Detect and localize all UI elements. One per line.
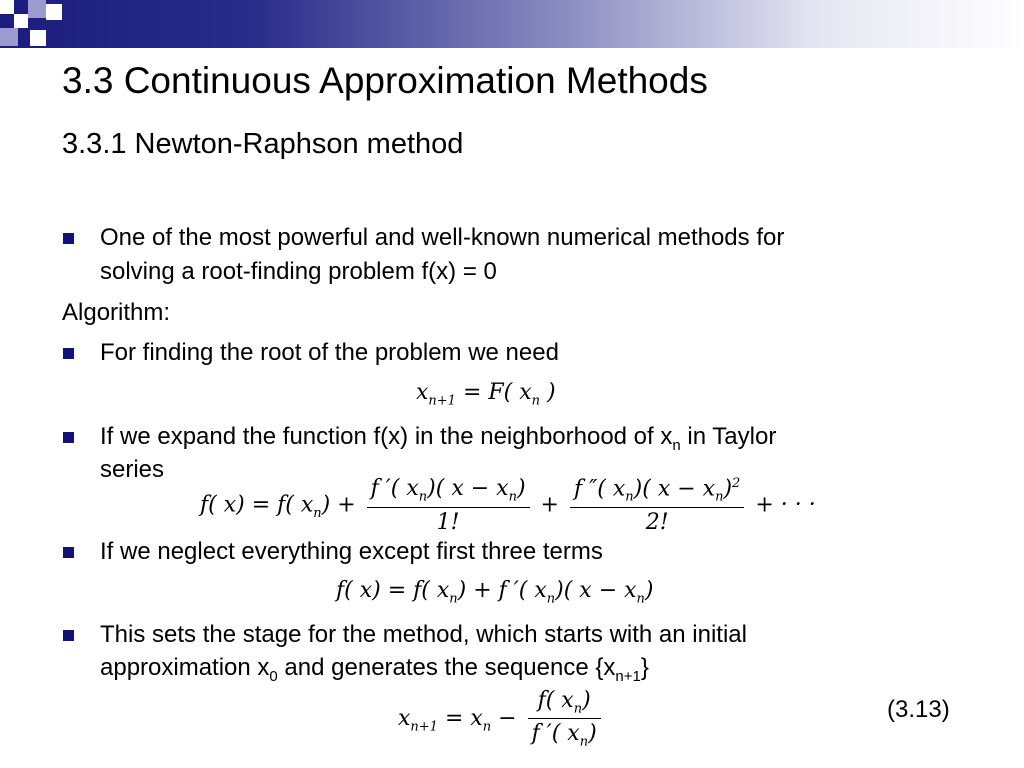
formula-taylor-series: f( x) = f( $x_n$) + $\frac{f '( x_n)( x - x_n)}{1!}$ + $\frac{f ''( x_n)( x - x_n)^2}{2!}$ + · · · xyxy=(200,476,816,535)
slide-title: 3.3 Continuous Approximation Methods xyxy=(62,60,708,101)
slide-subtitle: 3.3.1 Newton-Raphson method xyxy=(62,128,464,160)
bullet-marker xyxy=(63,348,74,359)
bullet-marker xyxy=(63,432,74,443)
bullet-text: solving a root-finding problem f(x) = 0 xyxy=(100,258,497,285)
bullet-text: approximation $x_0$ and generates the sequence $\{x_{n+1}\}$ xyxy=(100,654,649,685)
bullet-text: If we neglect everything except first three terms xyxy=(100,538,603,565)
bullet-text: For finding the root of the problem we need xyxy=(100,339,559,366)
bullet-text: One of the most powerful and well-known numerical methods for xyxy=(100,224,785,251)
formula-newton-raphson: $x_{n+1} = x_n$ − $\frac{f( x_n)}{f '( x_n)}$ xyxy=(398,688,605,750)
formula-iteration: $x_{n+1} = F$( $x_n$ ) xyxy=(416,380,556,409)
algorithm-label: Algorithm: xyxy=(62,299,171,326)
bullet-marker xyxy=(63,547,74,558)
formula-truncated: f( x) = f( $x_n) + f$ ′( $x_n$)( $x - x_n$) xyxy=(336,578,654,607)
bullet-text: This sets the stage for the method, which starts with an initial xyxy=(100,621,747,648)
equation-number: (3.13) xyxy=(887,696,950,723)
header-square xyxy=(30,30,46,46)
header-square xyxy=(14,14,28,28)
bullet-marker xyxy=(63,233,74,244)
header-square xyxy=(28,0,46,18)
header-square xyxy=(0,0,14,14)
header-square xyxy=(46,4,62,20)
header-square xyxy=(0,28,18,46)
header-gradient-bar xyxy=(0,0,1024,48)
bullet-text: series xyxy=(100,456,165,483)
bullet-marker xyxy=(63,630,74,641)
bullet-text: If we expand the function f(x) in the neighborhood of $x_n$ in Taylor xyxy=(100,423,777,454)
